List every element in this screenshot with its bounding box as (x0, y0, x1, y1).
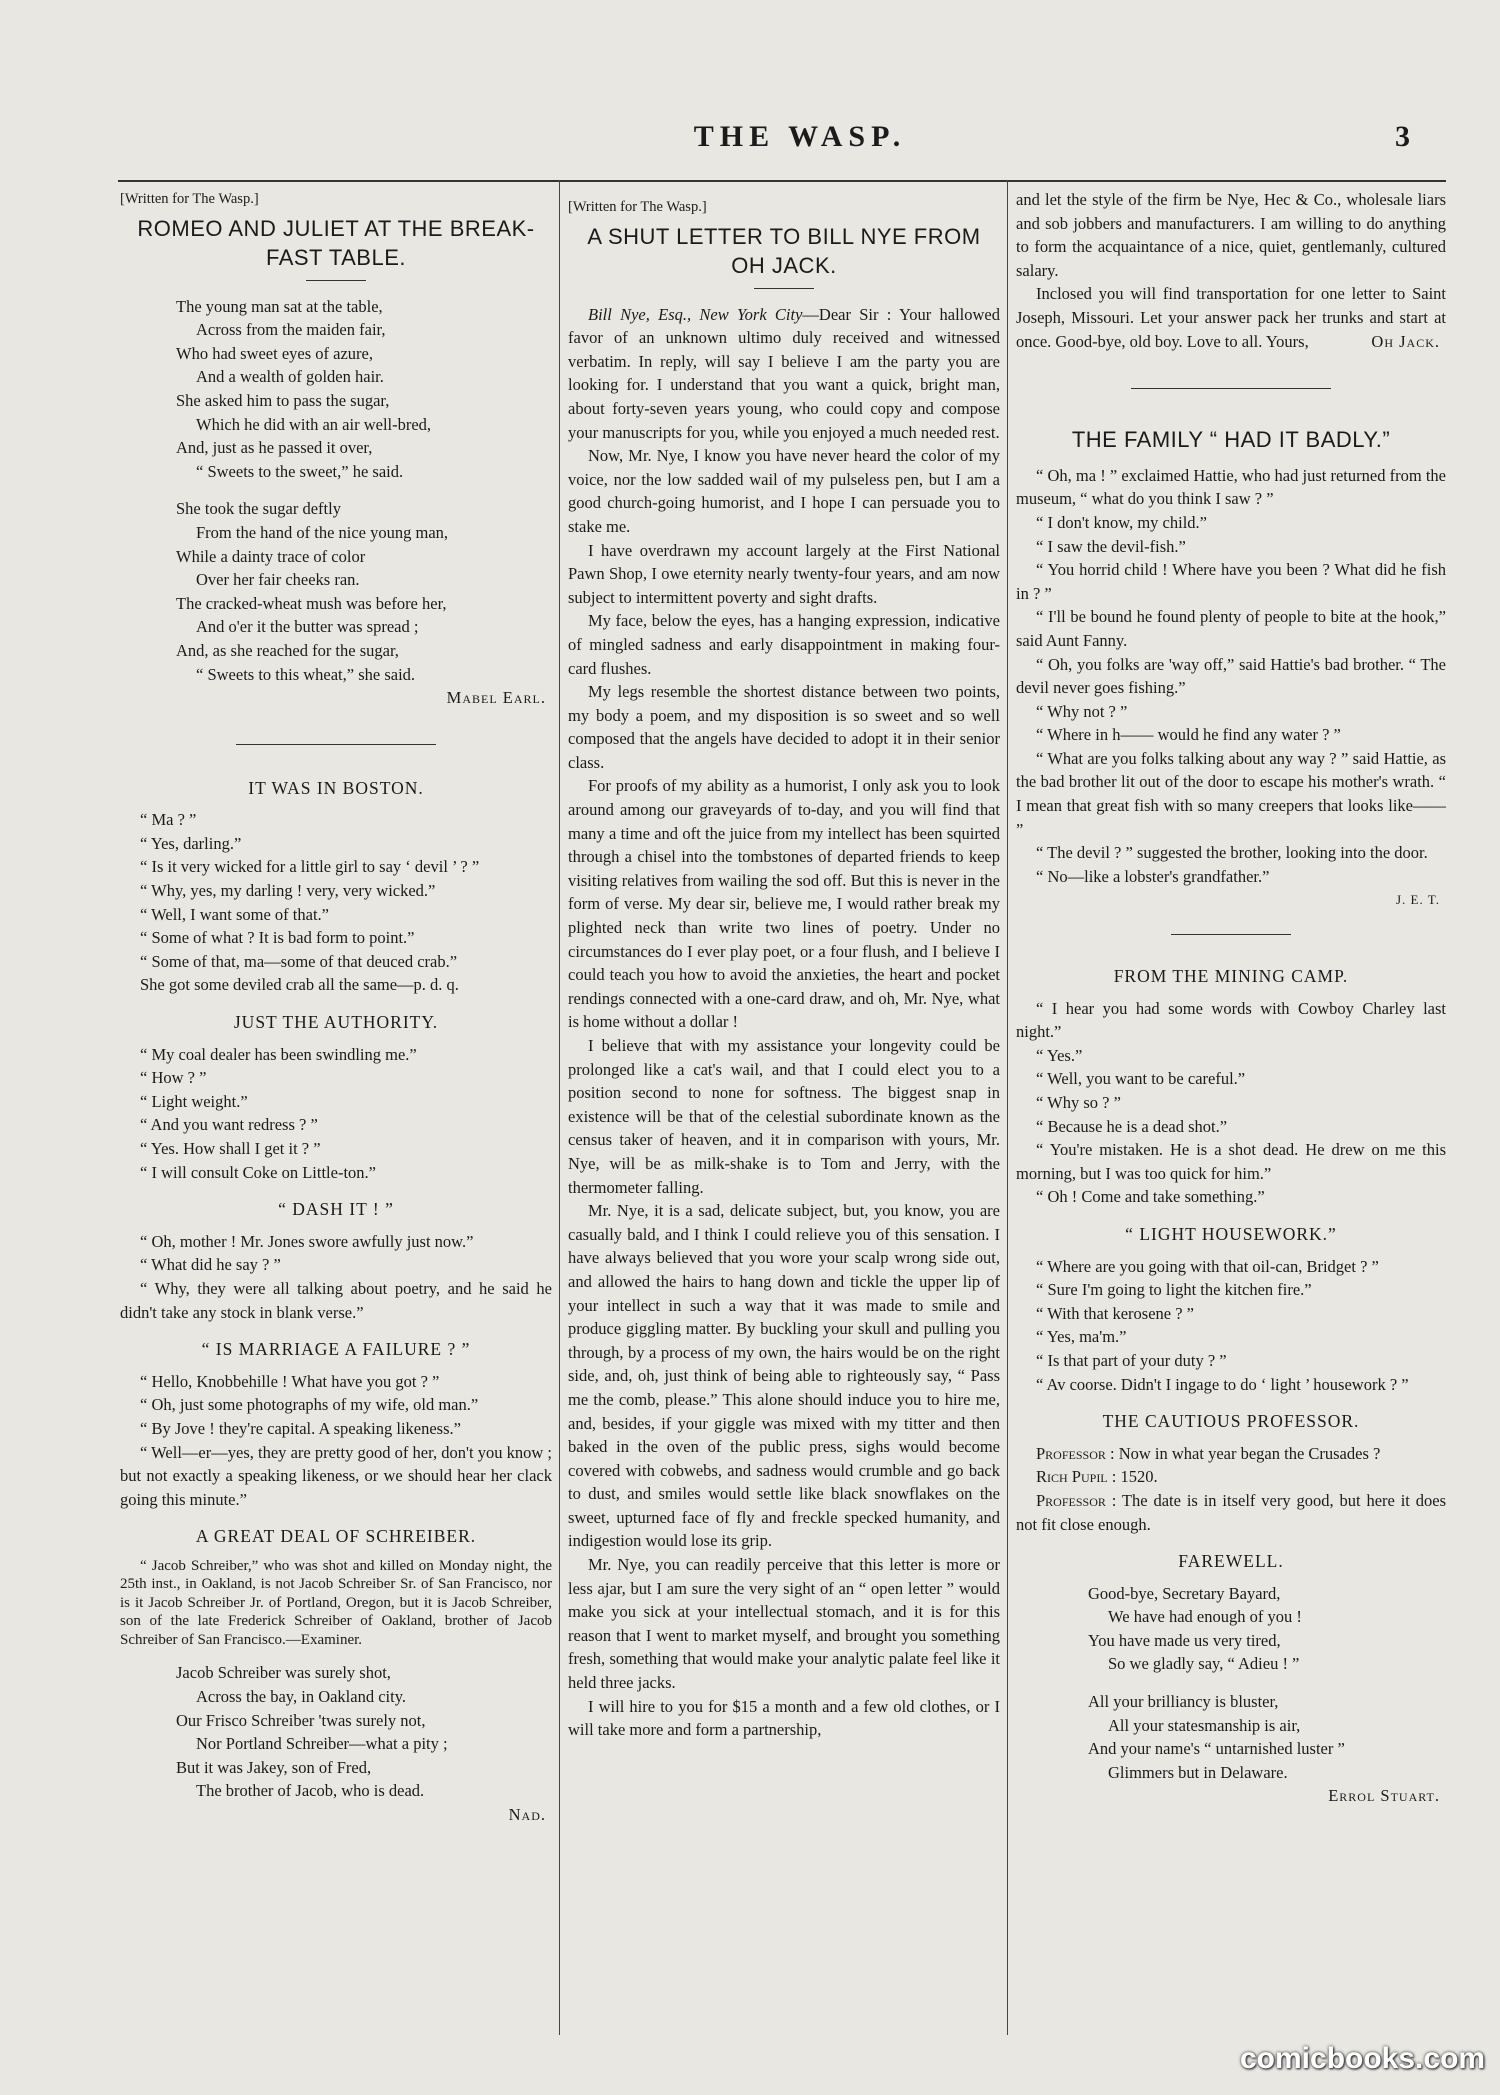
dialogue (1016, 1442, 1446, 1536)
paragraph: “ Oh ! Come and take something.” (1036, 1187, 1265, 1207)
dialogue-line (1016, 1465, 1446, 1489)
paragraph: “ Oh, just some photographs of my wife, old man.” (140, 1395, 479, 1415)
signature: Mabel Earl. (446, 688, 546, 708)
masthead (0, 120, 1500, 160)
article-title: “ LIGHT HOUSEWORK.” (1125, 1223, 1337, 1244)
poem-line: And o'er it the butter was spread ; (196, 617, 419, 637)
paragraph: Now, Mr. Nye, I know you have never heard the color of my voice, nor the low sadded wail of my pulseless pen, but I am a good church-going humorist, and I hope I can persuade you to stake me. (568, 446, 1000, 536)
dialogue (1016, 1255, 1446, 1397)
column-left (120, 188, 552, 1827)
letter-continuation: Inclosed you will find transportation for one letter to Saint Joseph, Missouri. Let your answer pack her trunks and start at once. Good-bye, old boy. Love to all. Yours, (1016, 284, 1446, 351)
poem-line: “ Sweets to the sweet,” he said. (196, 461, 404, 481)
speaker-text: The date is in itself very good, but here it does not fit close enough. (1016, 1490, 1447, 1534)
divider (236, 744, 436, 745)
poem-line: So we gladly say, “ Adieu ! ” (1108, 1654, 1300, 1674)
paragraph: “ Light weight.” (140, 1091, 248, 1111)
paragraph: “ What did he say ? ” (140, 1255, 281, 1275)
paragraph: “ Ma ? ” (140, 810, 197, 830)
paragraph: “ Some of that, ma—some of that deuced crab.” (140, 951, 458, 971)
poem-line: And your name's “ untarnished luster ” (1088, 1739, 1345, 1759)
dialogue-line (1016, 1442, 1446, 1466)
newspaper-title: THE WASP. (693, 120, 907, 153)
article-title: ROMEO AND JULIET AT THE BREAK-FAST TABLE. (137, 215, 535, 270)
letter-salutation (568, 303, 1000, 445)
poem (120, 295, 552, 687)
poem-line: Nor Portland Schreiber—what a pity ; (196, 1734, 448, 1754)
poem-line: Over her fair cheeks ran. (196, 570, 360, 590)
signature: J. E. T. (1396, 892, 1440, 908)
poem-line: Glimmers but in Delaware. (1108, 1762, 1288, 1782)
poem-line: We have had enough of you ! (1108, 1607, 1302, 1627)
paragraph: “ Why, they were all talking about poetry, and he said he didn't take any stock in blank verse.” (120, 1278, 552, 1322)
poem-line: Good-bye, Secretary Bayard, (1088, 1583, 1281, 1603)
poem-line: All your brilliancy is bluster, (1088, 1692, 1279, 1712)
poem-line: Across from the maiden fair, (196, 320, 386, 340)
paragraph: “ Is that part of your duty ? ” (1036, 1350, 1227, 1370)
column-right (1016, 188, 1446, 1808)
signature: Oh Jack. (1371, 332, 1440, 352)
paragraph: “ I will consult Coke on Little-ton.” (140, 1162, 376, 1182)
divider (306, 280, 366, 281)
article-title: “ DASH IT ! ” (278, 1199, 394, 1220)
paragraph: “ Why so ? ” (1036, 1093, 1121, 1112)
paragraph: My legs resemble the shortest distance between two points, my body a poem, and my disposition is so sweet and so well composed that the angels have decided to adopt it in their senior class. (568, 682, 1000, 772)
speaker-label: Professor : (1036, 1443, 1115, 1463)
quoted-excerpt: “ Jacob Schreiber,” who was shot and killed on Monday night, the 25th inst., in Oakland, is not Jacob Schreiber Sr. of San Francisco, nor is it Jacob Schreiber Jr. of Portland, Oregon, but it is Jacob Schreiber, son of the late Frederick Schreiber of Oakland, brother of Jacob Schreiber of San Francisco.—Examiner. (120, 1557, 552, 1648)
paragraph: “ You're mistaken. He is a shot dead. He drew on me this morning, but I was too quick for him.” (1016, 1140, 1446, 1183)
poem-line: And, just as he passed it over, (176, 438, 373, 458)
paragraph: “ Sure I'm going to light the kitchen fire.” (1036, 1280, 1312, 1300)
paragraph: “ Well, I want some of that.” (140, 904, 329, 924)
poem-line: “ Sweets to this wheat,” she said. (196, 664, 416, 684)
paragraph: “ With that kerosene ? ” (1036, 1303, 1195, 1323)
paragraph: “ Why, yes, my darling ! very, very wicked.” (140, 881, 436, 901)
letter-continuation: and let the style of the firm be Nye, Hec & Co., wholesale liars and sob jobbers and manufacturers. I am willing to do anything to form the acquaintance of a nice, quiet, gentlemanly, cultured salary. (1016, 190, 1446, 280)
speaker-label: Rich Pupil : (1036, 1467, 1117, 1487)
poem-line: The brother of Jacob, who is dead. (196, 1781, 425, 1801)
paragraph: “ My coal dealer has been swindling me.” (140, 1044, 417, 1064)
divider (754, 288, 814, 289)
paragraph: Mr. Nye, you can readily perceive that this letter is more or less ajar, but I am sure the very sight of an “ open letter ” would make you sick at your intellectual stomach, and it is for this reason that I went to market myself, and brought you something fresh, something that would make your analytic palate feel like it held three jacks. (568, 1555, 1000, 1693)
watermark: comicbooks.com (1240, 2042, 1486, 2075)
divider (1131, 388, 1331, 389)
poem-line: She took the sugar deftly (176, 499, 341, 519)
dialogue-line (1016, 1489, 1446, 1536)
column-divider (1007, 180, 1008, 2035)
article-title: THE FAMILY “ HAD IT BADLY.” (1071, 426, 1391, 452)
paragraph: My face, below the eyes, has a hanging expression, indicative of mingled sadness and early disappointment in making four-card flushes. (568, 611, 1000, 678)
paragraph: “ Yes, ma'm.” (1036, 1327, 1127, 1347)
salutation-address: Bill Nye, Esq., New York City (588, 304, 803, 324)
poem-line: And a wealth of golden hair. (196, 367, 384, 387)
poem-line: Which he did with an air well-bred, (196, 414, 432, 434)
signature: Errol Stuart. (1328, 1786, 1440, 1806)
paragraph: “ Hello, Knobbehille ! What have you got ? ” (140, 1371, 440, 1391)
poem-line: And, as she reached for the sugar, (176, 640, 399, 660)
poem (120, 1661, 552, 1803)
page-number: 3 (1395, 120, 1410, 153)
header-rule (118, 180, 1446, 182)
written-for-note: [Written for The Wasp.] (568, 199, 707, 215)
paragraph: “ The devil ? ” suggested the brother, looking into the door. (1036, 843, 1428, 863)
paragraph: “ Where in h—— would he find any water ? ” (1036, 725, 1341, 745)
dialogue (120, 1230, 552, 1324)
paragraph: “ Yes, darling.” (140, 833, 242, 853)
paragraph: “ No—like a lobster's grandfather.” (1036, 866, 1270, 886)
dialogue (1016, 997, 1446, 1209)
article-title: JUST THE AUTHORITY. (233, 1012, 439, 1033)
paragraph: I will hire to you for $15 a month and a few old clothes, or I will take more and form a partnership, (568, 1696, 1000, 1740)
paragraph: “ Some of what ? It is bad form to point.” (140, 928, 415, 948)
paragraph: “ Oh, ma ! ” exclaimed Hattie, who had just returned from the museum, “ what do you think I saw ? ” (1016, 465, 1446, 509)
paragraph: “ You horrid child ! Where have you been ? What did he fish in ? ” (1016, 560, 1446, 603)
poem-line: But it was Jakey, son of Fred, (176, 1757, 372, 1777)
paragraph: “ Where are you going with that oil-can, Bridget ? ” (1036, 1256, 1379, 1276)
paragraph: “ Is it very wicked for a little girl to say ‘ devil ’ ? ” (140, 857, 480, 877)
article-title: THE CAUTIOUS PROFESSOR. (1102, 1411, 1360, 1432)
paragraph: “ Yes. How shall I get it ? ” (140, 1139, 321, 1158)
dialogue (120, 1370, 552, 1512)
speaker-label: Professor : (1036, 1490, 1117, 1510)
paragraph: “ And you want redress ? ” (140, 1115, 318, 1135)
written-for-note: [Written for The Wasp.] (120, 191, 259, 207)
poem-line: Jacob Schreiber was surely shot, (176, 1663, 391, 1683)
paragraph: “ Oh, you folks are 'way off,” said Hattie's bad brother. “ The devil never goes fishing.” (1016, 654, 1446, 698)
paragraph: “ I hear you had some words with Cowboy Charley last night.” (1016, 998, 1446, 1042)
poem-line: Who had sweet eyes of azure, (176, 343, 373, 363)
article-title: FAREWELL. (1178, 1551, 1284, 1572)
paragraph: “ What are you folks talking about any way ? ” said Hattie, as the bad brother lit out of the door to escape his mother's wrath. “ I mean that great fish with so many creepers that looks like—— ” (1016, 748, 1446, 839)
poem-line: The young man sat at the table, (176, 296, 383, 316)
article-title: “ IS MARRIAGE A FAILURE ? ” (201, 1339, 471, 1360)
stanza-break (1088, 1676, 1446, 1690)
poem-line: You have made us very tired, (1088, 1630, 1281, 1650)
paragraph: “ Because he is a dead shot.” (1036, 1116, 1228, 1136)
stanza-break (176, 483, 552, 497)
poem-line: While a dainty trace of color (176, 546, 366, 566)
paragraph: “ Oh, mother ! Mr. Jones swore awfully just now.” (140, 1231, 474, 1251)
paragraph: “ Well, you want to be careful.” (1036, 1069, 1246, 1089)
paragraph: “ I saw the devil-fish.” (1036, 536, 1186, 556)
poem-line: From the hand of the nice young man, (196, 522, 449, 542)
salutation-text: —Dear Sir : Your hallowed favor of an unknown ultimo duly received and witnessed verbatim. In reply, will say I believe I am the party you are looking for. I understand that you want a quick, bright man, about forty-seven years young, who could copy and compose your manuscripts for you, while you enjoyed a much needed rest. (568, 304, 1000, 442)
paragraph: “ Yes.” (1036, 1045, 1083, 1065)
dialogue (1016, 464, 1446, 889)
paragraph: She got some deviled crab all the same—p. d. q. (140, 975, 459, 995)
poem-line: The cracked-wheat mush was before her, (176, 593, 447, 613)
article-title: FROM THE MINING CAMP. (1113, 966, 1349, 987)
paragraph: “ Why not ? ” (1036, 701, 1128, 721)
dialogue (120, 1043, 552, 1185)
paragraph: “ By Jove ! they're capital. A speaking likeness.” (140, 1418, 461, 1438)
article-title: A GREAT DEAL OF SCHREIBER. (195, 1526, 477, 1547)
paragraph: “ How ? ” (140, 1068, 207, 1088)
article-title: A SHUT LETTER TO BILL NYE FROM OH JACK. (587, 223, 981, 278)
poem (1016, 1582, 1446, 1785)
paragraph: I believe that with my assistance your longevity could be prolonged like a cat's wail, and that I could elect you to a position second to none for softness. The biggest snap in existence will be that of the celestial subordinate known as the census taker of heaven, and it in comparison with yours, Mr. Nye, will be as milk-shake is to Tom and Jerry, with the thermometer falling. (568, 1036, 1000, 1197)
paragraph: I have overdrawn my account largely at the First National Pawn Shop, I owe eternity nearly twenty-four years, and am now subject to intermittent poverty and sight drafts. (568, 540, 1000, 607)
letter-body (568, 444, 1000, 1742)
paragraph: “ Av coorse. Didn't I ingage to do ‘ light ’ housework ? ” (1036, 1374, 1409, 1394)
poem-line: All your statesmanship is air, (1108, 1715, 1301, 1735)
article-title: IT WAS IN BOSTON. (248, 777, 424, 798)
paragraph: “ Well—er—yes, they are pretty good of her, don't you know ; but not exactly a speaking likeness, or we should hear her clack going this minute.” (120, 1442, 552, 1509)
poem-line: Across the bay, in Oakland city. (196, 1687, 407, 1706)
speaker-text: Now in what year began the Crusades ? (1114, 1443, 1381, 1463)
dialogue (120, 808, 552, 997)
paragraph: Mr. Nye, it is a sad, delicate subject, but, you know, you are casually bald, and I think I could relieve you of this sensation. I have always believed that you wore your scalp wrong side out, and allowed the hairs to hang down and tickle the upper lip of your intellect in such a way that it was made to smile and produce giggling matter. By buckling your skull and pulling you through, by a process of my own, the hairs would be on the right side, and, oh, just think of being able to righteously say, “ Pass me the comb, please.” This alone should induce you to hire me, and, besides, if your giggle was mixed with my titter and then baked in the oven of the public press, sighs would become covered with cobwebs, and sadness would crumble and go back to dust, and smiles would settle like black snowflakes on the sweet, upturned face of fly and freckle specked humanity, and indigestion would lose its grip. (568, 1201, 1000, 1551)
poem-line: She asked him to pass the sugar, (176, 390, 390, 410)
speaker-text: 1520. (1116, 1467, 1158, 1487)
signature: Nad. (508, 1804, 546, 1824)
divider (1171, 934, 1291, 935)
column-divider (559, 180, 560, 2035)
column-middle (568, 196, 1000, 1742)
paragraph: “ I don't know, my child.” (1036, 512, 1207, 532)
poem-line: Our Frisco Schreiber 'twas surely not, (176, 1710, 426, 1730)
paragraph: “ I'll be bound he found plenty of people to bite at the hook,” said Aunt Fanny. (1016, 607, 1446, 650)
paragraph: For proofs of my ability as a humorist, I only ask you to look around among our graveyards of to-day, and you will find that many a time and oft the juice from my intellect has been squirted through a chisel into the tombstones of departed friends to keep visiting relatives from wailing the sod off. But this is never in the form of verse. My dear sir, believe me, I would rather break my plighted neck than write two lines of poetry. Under no circumstances do I ever play poet, or a four flush, and I believe I could teach you how to avoid the anxieties, the heart and pocket rendings connected with a one-card draw, and oh, Mr. Nye, what is home without a dollar ! (568, 776, 1000, 1032)
